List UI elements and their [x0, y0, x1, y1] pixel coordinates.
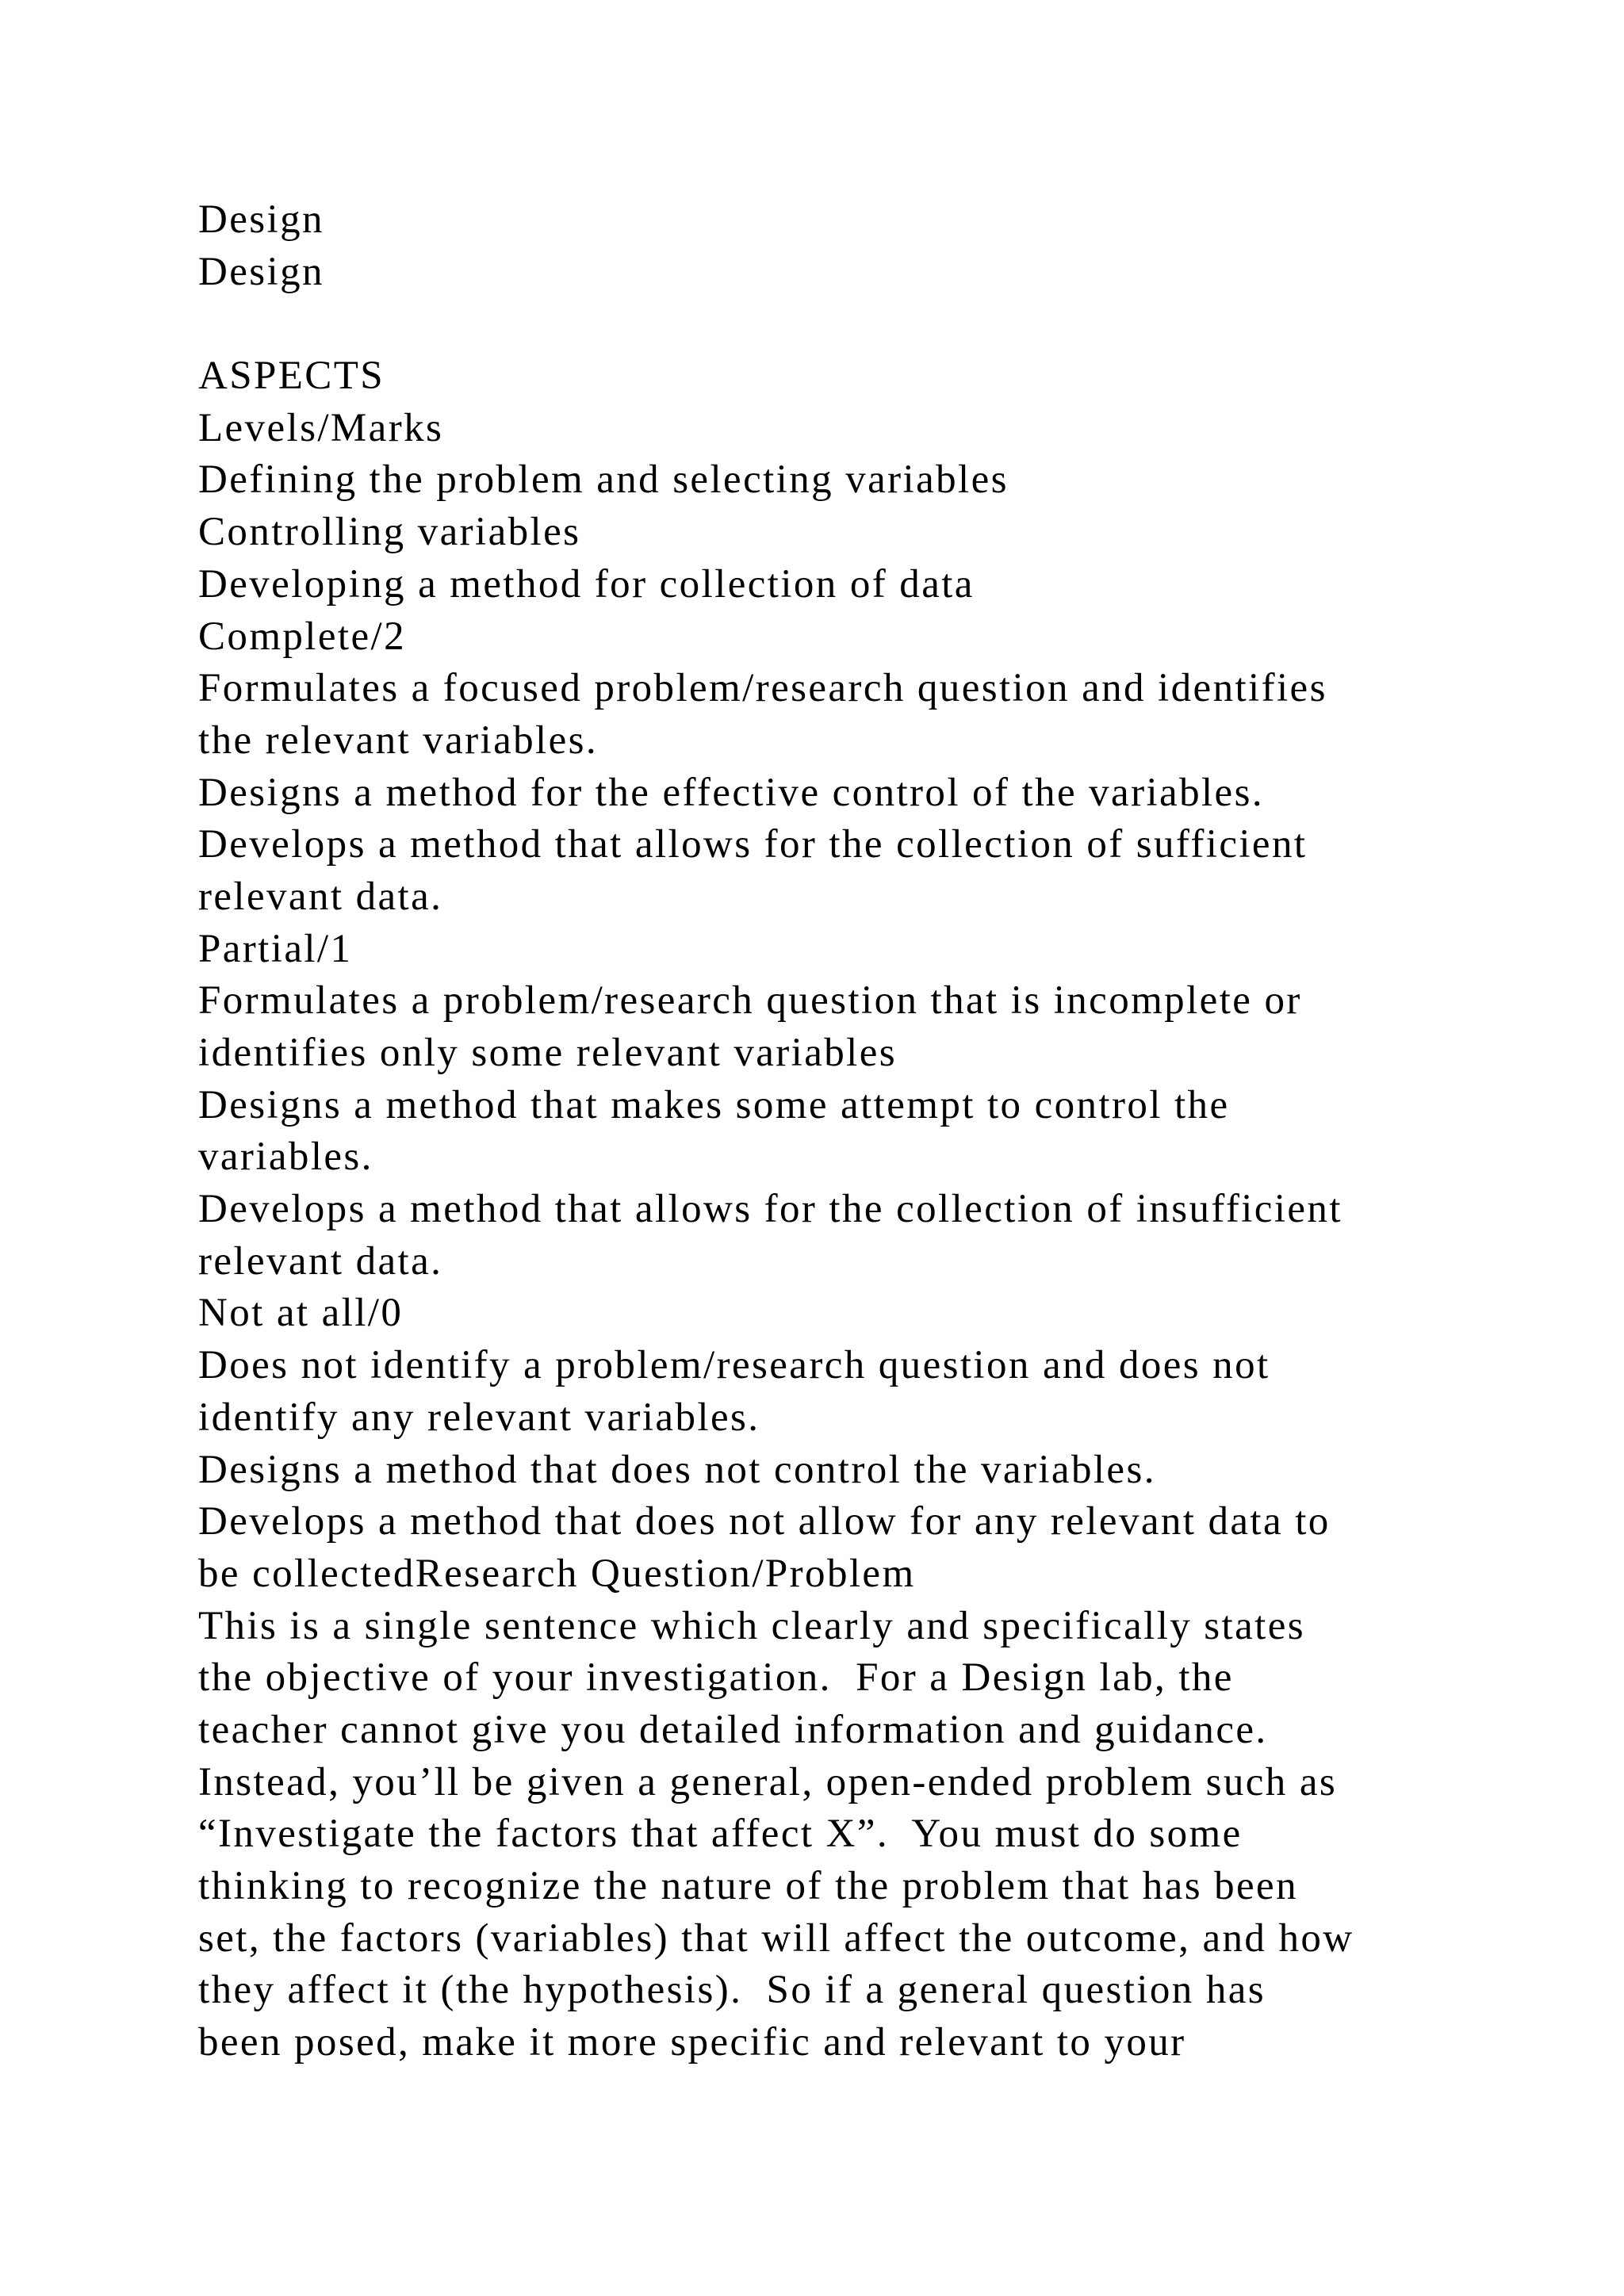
subtitle-line: Design — [198, 249, 324, 294]
blank-line — [198, 298, 1515, 350]
paragraph-line: been posed, make it more specific and relevant to your — [198, 2020, 1186, 2065]
text-line: Designs a method for the effective control of the variables. — [198, 770, 1264, 815]
text-line: identify any relevant variables. — [198, 1395, 760, 1440]
aspects-heading: ASPECTS — [198, 354, 385, 399]
levels-marks-heading: Levels/Marks — [198, 405, 444, 450]
paragraph-line: “Investigate the factors that affect X”. You must do some — [198, 1812, 1243, 1857]
paragraph-line: thinking to recognize the nature of the problem that has been — [198, 1864, 1298, 1908]
text-line: Formulates a problem/research question that is incomplete or — [198, 978, 1302, 1024]
text-line: relevant data. — [198, 874, 443, 919]
title-line: Design — [198, 197, 324, 242]
text-line: Develops a method that allows for the collection of insufficient — [198, 1187, 1342, 1232]
aspect-developing-method: Developing a method for collection of data — [198, 561, 975, 607]
text-line: the relevant variables. — [198, 718, 599, 763]
level-not-at-all: Not at all/0 — [198, 1291, 404, 1336]
text-line: Develops a method that does not allow for any relevant data to — [198, 1499, 1331, 1544]
paragraph-line: Instead, you’ll be given a general, open-ended problem such as — [198, 1759, 1338, 1804]
text-line: Formulates a focused problem/research question and identifies — [198, 666, 1327, 711]
text-line: variables. — [198, 1135, 373, 1180]
text-line: Develops a method that allows for the collection of sufficient — [198, 822, 1308, 867]
level-complete: Complete/2 — [198, 614, 406, 659]
level-partial: Partial/1 — [198, 926, 353, 971]
text-line: Designs a method that makes some attempt to control the — [198, 1082, 1230, 1127]
text-line: Does not identify a problem/research question and does not — [198, 1343, 1270, 1388]
text-line: relevant data. — [198, 1238, 443, 1284]
text-line: Designs a method that does not control the variables. — [198, 1447, 1156, 1492]
aspect-controlling-variables: Controlling variables — [198, 510, 581, 555]
paragraph-line: they affect it (the hypothesis). So if a general question has — [198, 1968, 1266, 2013]
research-question-heading-line: be collectedResearch Question/Problem — [198, 1551, 916, 1596]
paragraph-line: set, the factors (variables) that will affect the outcome, and how — [198, 1915, 1354, 1961]
paragraph-line: This is a single sentence which clearly and specifically states — [198, 1603, 1306, 1648]
paragraph-line: teacher cannot give you detailed information and guidance. — [198, 1707, 1268, 1752]
aspect-defining-problem: Defining the problem and selecting variables — [198, 457, 1009, 503]
paragraph-line: the objective of your investigation. For a Design lab, the — [198, 1655, 1234, 1701]
document-body — [198, 194, 1515, 2069]
text-line: identifies only some relevant variables — [198, 1031, 898, 1075]
